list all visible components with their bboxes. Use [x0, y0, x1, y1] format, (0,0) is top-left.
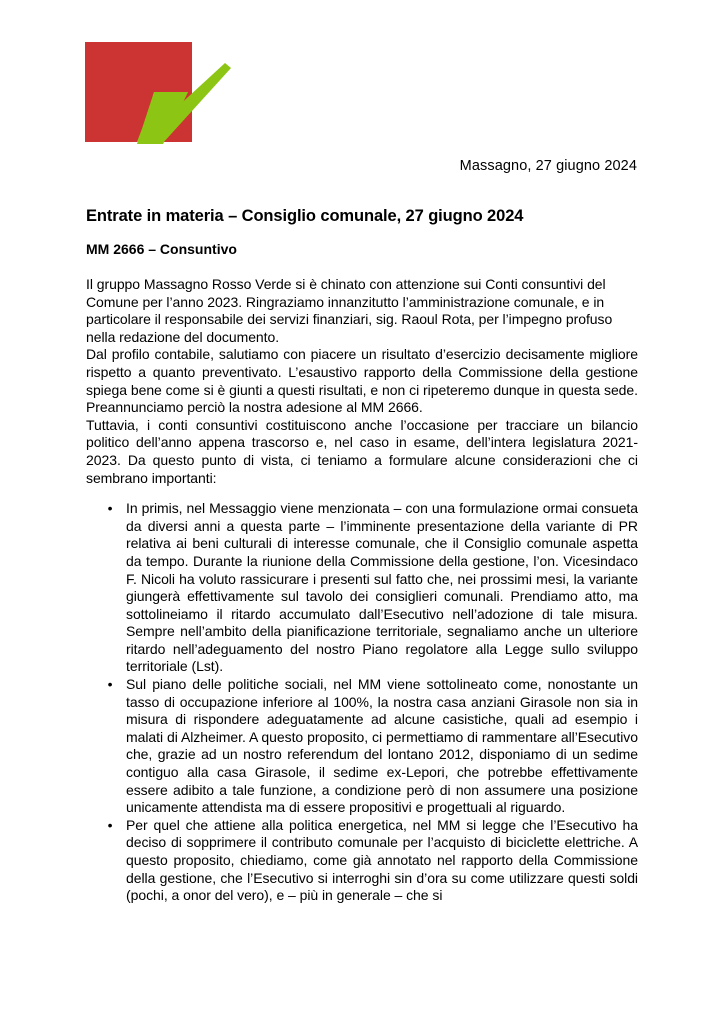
- considerations-list: [86, 500, 638, 905]
- paragraph-2: Dal profilo contabile, salutiamo con piacere un risultato d’esercizio decisamente migliore rispetto a quanto preventivato. L’esaustivo rapporto della Commissione della gestione spiega bene come si è giunti a questi risultati, e non ci ripeteremo dunque in questa sede. Preannunciamo perciò la nostra adesione al MM 2666.: [86, 346, 638, 416]
- logo-graphic: [84, 40, 234, 146]
- list-item: [86, 676, 638, 817]
- paragraph-3: Tuttavia, i conti consuntivi costituiscono anche l’occasione per tracciare un bilancio politico dell’anno appena trascorso e, nel caso in esame, dell’intera legislatura 2021-2023. Da questo punto di vista, ci teniamo a formulare alcune considerazioni che ci sembrano importanti:: [86, 416, 638, 486]
- list-item: [86, 500, 638, 676]
- list-item-text: Sul piano delle politiche sociali, nel MM viene sottolineato come, nonostante un tasso di occupazione inferiore al 100%, la nostra casa anziani Girasole non sia in misura di rispondere adeguatamente ad alcune casistiche, quali ad esempio i malati di Alzheimer. A questo proposito, ci permettiamo di rammentare all’Esecutivo che, grazie ad un nostro referendum del lontano 2012, disponiamo di un sedime contiguo alla casa Girasole, il sedime ex-Lepori, che potrebbe effettivamente essere adibito a tale funzione, a condizione però di non assumere una posizione unicamente attendista ma di essere propositivi e progettuali al riguardo.: [126, 676, 638, 816]
- dateline: Massagno, 27 giugno 2024: [459, 158, 637, 174]
- bullet-icon: •: [107, 500, 113, 517]
- list-item: [86, 817, 638, 905]
- list-spacer: [86, 487, 638, 500]
- page-subtitle: MM 2666 – Consuntivo: [86, 241, 237, 257]
- bullet-icon: •: [107, 816, 113, 833]
- list-item-text: In primis, nel Messaggio viene menzionata – con una formulazione ormai consueta da diversi anni a questa parte – l’imminente presentazione della variante di PR relativa ai beni culturali di interesse comunale, che il Consiglio comunale aspetta da tempo. Durante la riunione della Commissione della gestione, l’on. Vicesindaco F. Nicoli ha voluto rassicurare i presenti sul fatto che, nei prossimi mesi, la variante giungerà effettivamente sul tavolo dei consiglieri comunali. Prendiamo atto, ma sottolineiamo il ritardo accumulato dall’Esecutivo nell’adozione di tale misura. Sempre nell’ambito della pianificazione territoriale, segnaliamo anche un ulteriore ritardo nell’adeguamento del nostro Piano regolatore alla Legge sullo sviluppo territoriale (Lst).: [126, 500, 638, 675]
- document-body: [86, 276, 638, 905]
- massagno-rosso-verde-logo: [84, 40, 234, 146]
- paragraph-1: Il gruppo Massagno Rosso Verde si è chinato con attenzione sui Conti consuntivi del Comune per l’anno 2023. Ringraziamo innanzitutto l’amministrazione comunale, e in particolare il responsabile dei servizi finanziari, sig. Raoul Rota, per l’impegno profuso nella redazione del documento.: [86, 276, 613, 345]
- list-item-text: Per quel che attiene alla politica energetica, nel MM si legge che l’Esecutivo ha deciso di sopprimere il contributo comunale per l’acquisto di biciclette elettriche. A questo proposito, chiediamo, come già annotato nel rapporto della Commissione della gestione, che l’Esecutivo si interroghi sin d’ora su come utilizzare questi soldi (pochi, a onor del vero), e – più in generale – che si: [126, 816, 638, 904]
- bullet-icon: •: [107, 676, 113, 693]
- page-title: Entrate in materia – Consiglio comunale, 27 giugno 2024: [86, 207, 524, 225]
